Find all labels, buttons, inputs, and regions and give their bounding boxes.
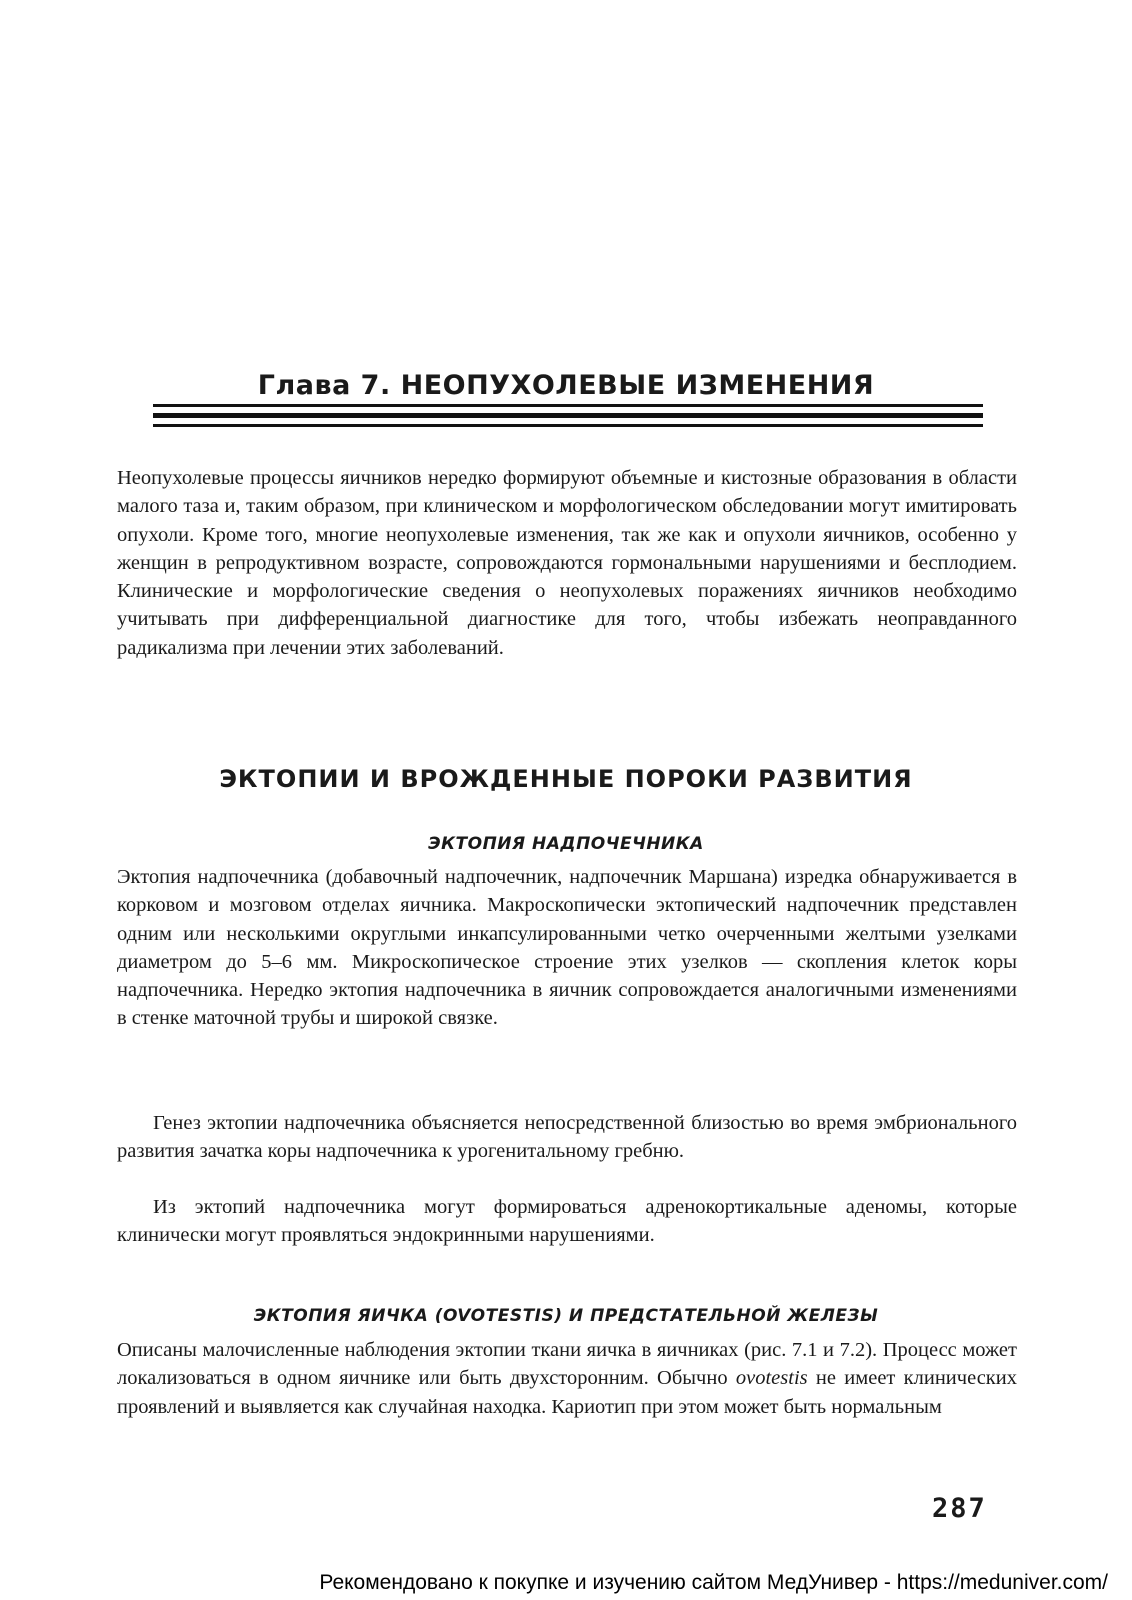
title-rule-bottom <box>153 424 983 427</box>
page-number: 287 <box>932 1493 987 1524</box>
title-rule-top <box>153 404 983 407</box>
adrenal-paragraph-2: Генез эктопии надпочечника объясняется непосредственной близостью во время эмбрионального развития зачатка коры надпочечника к урогенитальному гребню. <box>117 1112 1017 1163</box>
subsection-title-testis: ЭКТОПИЯ ЯИЧКА (OVOTESTIS) И ПРЕДСТАТЕЛЬНОЙ ЖЕЛЕЗЫ <box>253 1306 879 1326</box>
adrenal-paragraph-1: Эктопия надпочечника (добавочный надпочечник, надпочечник Маршана) изредка обнаруживается в корковом и мозговом отделах яичника. Макроскопически эктопический надпочечник представлен одним или несколькими округлыми инкапсулированными четко очерченными желтыми узелками диаметром до 5–6 мм. Микроскопическое строение этих узелков — скопления клеток коры надпочечника. Нередко эктопия надпочечника в яичник сопровождается аналогичными изменениями в стенке маточной трубы и широкой связке. <box>117 866 1017 1030</box>
adrenal-paragraph-3: Из эктопий надпочечника могут формироваться адренокортикальные аденомы, которые клинически могут проявляться эндокринными нарушениями. <box>117 1196 1017 1247</box>
ovotestis-term: ovotestis <box>735 1367 808 1390</box>
title-rule-middle <box>153 413 983 418</box>
testis-paragraph <box>117 1336 1017 1421</box>
subsection-title-adrenal: ЭКТОПИЯ НАДПОЧЕЧНИКА <box>428 834 704 854</box>
footer-recommendation: Рекомендовано к покупке и изучению сайтом МедУнивер - https://meduniver.com/ <box>319 1571 1108 1594</box>
intro-paragraph: Неопухолевые процессы яичников нередко формируют объемные и кистозные образования в области малого таза и, таким образом, при клиническом и морфологическом обследовании могут имитировать опухоли. Кроме того, многие неопухолевые изменения, так же как и опухоли яичников, особенно у женщин в репродуктивном возрасте, сопровождаются гормональными нарушениями и бесплодием. Клинические и морфологические сведения о неопухолевых поражениях яичников необходимо учитывать при дифференциальной диагностике для того, чтобы избежать неоправданного радикализма при лечении этих заболеваний. <box>117 467 1017 659</box>
section-title: ЭКТОПИИ И ВРОЖДЕННЫЕ ПОРОКИ РАЗВИТИЯ <box>219 765 913 793</box>
testis-text-before: Описаны малочисленные наблюдения эктопии ткани яичка в яичниках (рис. 7.1 и 7.2). Процесс может локализоваться в одном яичнике или быть двухсторонним. Обычно <box>117 1339 1017 1390</box>
testis-text-after: не имеет клинических проявлений и выявляется как случайная находка. Кариотип при этом может быть нормальным <box>117 1367 1017 1418</box>
chapter-title: Глава 7. НЕОПУХОЛЕВЫЕ ИЗМЕНЕНИЯ <box>257 370 875 402</box>
